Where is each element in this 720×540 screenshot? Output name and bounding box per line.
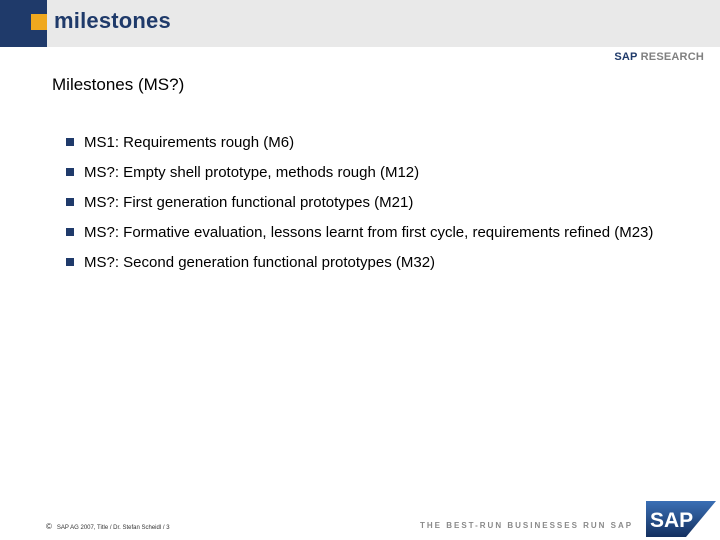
milestone-text: MS?: Formative evaluation, lessons learnt from first cycle, requirements refined (M23) — [84, 224, 654, 241]
sap-research-word: RESEARCH — [640, 51, 704, 63]
bullet-square-icon — [66, 228, 74, 236]
milestone-item — [66, 163, 706, 182]
milestone-text: MS?: First generation functional prototypes (M21) — [84, 194, 414, 211]
sap-logo-icon — [646, 501, 716, 537]
milestone-item — [66, 253, 706, 272]
header-orange-square — [31, 14, 47, 30]
sap-logo-text: SAP — [650, 509, 694, 532]
milestone-item — [66, 223, 706, 242]
bullet-square-icon — [66, 168, 74, 176]
milestone-text: MS?: Second generation functional prototypes (M32) — [84, 254, 436, 271]
copyright-icon: © — [46, 522, 52, 531]
sap-research-logo — [614, 51, 704, 63]
milestone-text: MS1: Requirements rough (M6) — [84, 134, 295, 151]
sap-research-brand: SAP — [614, 51, 638, 63]
milestone-item — [66, 193, 706, 212]
footer-copyright-text: SAP AG 2007, Title / Dr. Stefan Scheidl / 3 — [56, 525, 170, 531]
slide-section-title: milestones — [54, 8, 171, 33]
milestone-text: MS?: Empty shell prototype, methods rough (M12) — [84, 164, 420, 181]
bullet-square-icon — [66, 258, 74, 266]
footer-copyright — [46, 522, 170, 531]
slide-subtitle: Milestones (MS?) — [52, 75, 185, 94]
footer-tagline: THE BEST-RUN BUSINESSES RUN SAP — [420, 521, 634, 530]
bullet-square-icon — [66, 138, 74, 146]
milestone-list — [66, 133, 706, 283]
milestone-item — [66, 133, 706, 152]
bullet-square-icon — [66, 198, 74, 206]
